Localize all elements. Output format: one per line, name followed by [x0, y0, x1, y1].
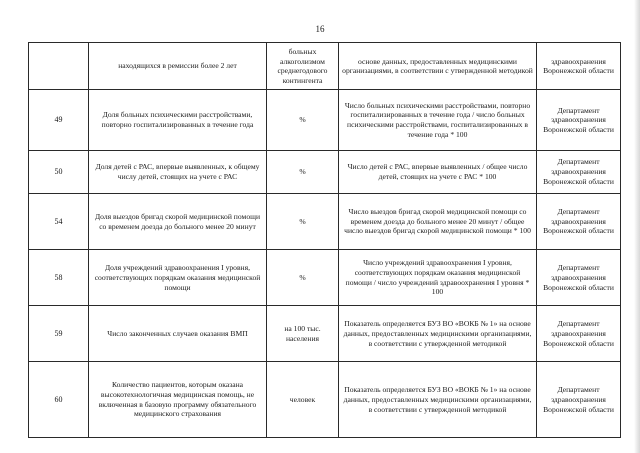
- indicator-name-cell: находящихся в ремиссии более 2 лет: [89, 43, 267, 90]
- table-row: [29, 90, 621, 150]
- unit-cell: %: [267, 250, 339, 306]
- row-number-cell: 60: [29, 362, 89, 438]
- table-row: [29, 43, 621, 90]
- indicator-name-cell: Доля больных психическими расстройствами, повторно госпитализированных в течение года: [89, 90, 267, 150]
- indicator-name-cell: Число законченных случаев оказания ВМП: [89, 306, 267, 362]
- calculation-method-cell: Число учреждений здравоохранения I уровня, соответствующих порядкам оказания медицинской помощи / число учреждений здравоохранения I уровня * 100: [339, 250, 537, 306]
- calculation-method-cell: Показатель определяется БУЗ ВО «ВОКБ № 1» на основе данных, предоставленных медицинскими организациями, в соответствии с утвержденной методикой: [339, 362, 537, 438]
- responsible-cell: здравоохранения Воронежской области: [537, 43, 621, 90]
- table-row: [29, 194, 621, 250]
- calculation-method-cell: Число выездов бригад скорой медицинской помощи со временем доезда до больного менее 20 минут / общее число выездов бригад скорой медицинской помощи * 100: [339, 194, 537, 250]
- row-number-cell: 50: [29, 150, 89, 193]
- indicator-name-cell: Доля детей с РАС, впервые выявленных, к общему числу детей, стоящих на учете с РАС: [89, 150, 267, 193]
- indicators-table: [28, 42, 621, 438]
- responsible-cell: Департамент здравоохранения Воронежской области: [537, 362, 621, 438]
- calculation-method-cell: Число больных психическими расстройствами, повторно госпитализированных в течение года / число больных психическими расстройствами, госпитализированных в течение года * 100: [339, 90, 537, 150]
- row-number-cell: 58: [29, 250, 89, 306]
- paper-edge-shadow: [634, 0, 640, 453]
- page-number: 16: [315, 24, 325, 34]
- row-number-cell: 54: [29, 194, 89, 250]
- calculation-method-cell: основе данных, предоставленных медицинскими организациями, в соответствии с утвержденной методикой: [339, 43, 537, 90]
- responsible-cell: Департамент здравоохранения Воронежской области: [537, 250, 621, 306]
- indicators-table-body: [29, 43, 621, 438]
- calculation-method-cell: Показатель определяется БУЗ ВО «ВОКБ № 1» на основе данных, предоставленных медицинскими организациями, в соответствии с утвержденной методикой: [339, 306, 537, 362]
- indicator-name-cell: Доля учреждений здравоохранения I уровня, соответствующих порядкам оказания медицинской помощи: [89, 250, 267, 306]
- responsible-cell: Департамент здравоохранения Воронежской области: [537, 90, 621, 150]
- indicator-name-cell: Количество пациентов, которым оказана высокотехнологичная медицинская помощь, не включенная в базовую программу обязательного медицинского страхования: [89, 362, 267, 438]
- row-number-cell: 59: [29, 306, 89, 362]
- row-number-cell: 49: [29, 90, 89, 150]
- row-number-cell: [29, 43, 89, 90]
- unit-cell: %: [267, 90, 339, 150]
- responsible-cell: Департамент здравоохранения Воронежской области: [537, 150, 621, 193]
- unit-cell: %: [267, 150, 339, 193]
- indicator-name-cell: Доля выездов бригад скорой медицинской помощи со временем доезда до больного менее 20 минут: [89, 194, 267, 250]
- table-row: [29, 362, 621, 438]
- responsible-cell: Департамент здравоохранения Воронежской области: [537, 306, 621, 362]
- calculation-method-cell: Число детей с РАС, впервые выявленных / общее число детей, стоящих на учете с РАС * 100: [339, 150, 537, 193]
- unit-cell: человек: [267, 362, 339, 438]
- responsible-cell: Департамент здравоохранения Воронежской области: [537, 194, 621, 250]
- unit-cell: %: [267, 194, 339, 250]
- table-row: [29, 250, 621, 306]
- table-row: [29, 150, 621, 193]
- unit-cell: больных алкоголизмом среднегодового контингента: [267, 43, 339, 90]
- table-row: [29, 306, 621, 362]
- unit-cell: на 100 тыс. населения: [267, 306, 339, 362]
